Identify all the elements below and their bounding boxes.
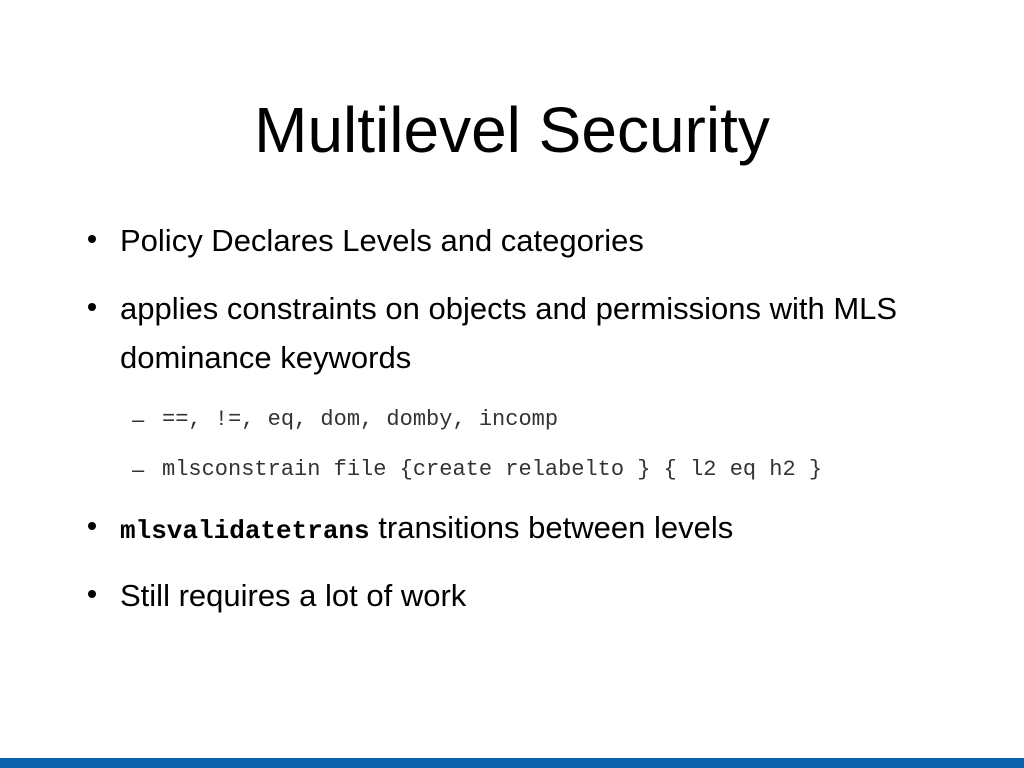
slide-title: Multilevel Security — [254, 94, 770, 166]
sub-bullet-text: mlsconstrain file {create relabelto } { l2 eq h2 } — [162, 457, 823, 482]
dash-marker: – — [132, 457, 145, 482]
sub-bullet-mlsconstrain — [132, 455, 982, 485]
bullet-text: Still requires a lot of work — [120, 578, 467, 613]
bullet-item-constraints — [120, 284, 970, 382]
sub-bullet-keywords — [132, 405, 982, 435]
bullet-text: transitions between levels — [378, 510, 734, 545]
bullet-item-work — [120, 571, 970, 620]
bullet-text: Policy Declares Levels and categories — [120, 223, 644, 258]
dash-marker: – — [132, 407, 145, 432]
bottom-accent-bar — [0, 758, 1024, 768]
bullet-item-mlsvalidatetrans — [120, 503, 970, 556]
bullet-item-policy — [120, 216, 970, 265]
sub-bullet-text: ==, !=, eq, dom, domby, incomp — [162, 407, 559, 432]
bullet-text: applies constraints on objects and permissions with MLS dominance keywords — [120, 291, 898, 375]
bullet-code: mlsvalidatetrans — [120, 516, 370, 546]
